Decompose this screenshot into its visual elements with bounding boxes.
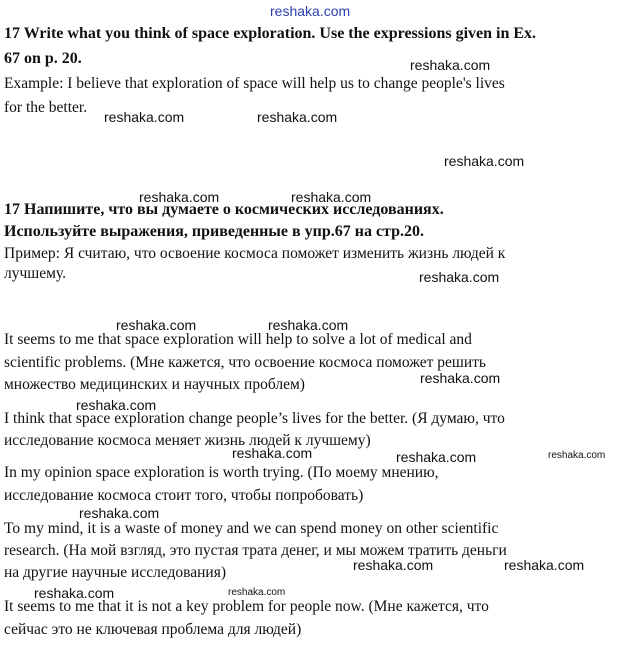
watermark: reshaka.com (228, 587, 286, 598)
russian-title-line: 17 Напишите, что вы думаете о космических исследованиях. (4, 201, 444, 218)
answer-line: I think that space exploration change people’s lives for the better. (Я думаю, что (4, 410, 505, 427)
russian-title-line: Используйте выражения, приведенные в упр.67 на стр.20. (4, 223, 425, 240)
watermark: reshaka.com (444, 153, 525, 169)
answer-line: research. (На мой взгляд, это пустая трата денег, и мы можем тратить деньги (4, 542, 507, 559)
watermark: reshaka.com (291, 189, 372, 205)
watermark: reshaka.com (232, 445, 313, 461)
watermark: reshaka.com (257, 109, 338, 125)
watermark: reshaka.com (548, 450, 606, 461)
english-title-line: 67 on p. 20. (4, 50, 82, 67)
answer-line: It seems to me that it is not a key problem for people now. (Мне кажется, что (4, 598, 489, 615)
watermark: reshaka.com (104, 109, 185, 125)
watermark: reshaka.com (139, 189, 220, 205)
answer-line: It seems to me that space exploration will help to solve a lot of medical and (4, 331, 472, 348)
watermark: reshaka.com (268, 317, 349, 333)
answer-line: In my opinion space exploration is worth trying. (По моему мнению, (4, 464, 439, 481)
watermark: reshaka.com (504, 557, 585, 573)
watermark: reshaka.com (270, 3, 351, 19)
russian-example-line: Пример: Я считаю, что освоение космоса поможет изменить жизнь людей к (4, 245, 506, 262)
answer-line: scientific problems. (Мне кажется, что освоение космоса поможет решить (4, 354, 486, 371)
english-title-line: 17 Write what you think of space exploration. Use the expressions given in Ex. (4, 25, 537, 42)
english-example-line: for the better. (4, 99, 88, 116)
answer-line: исследование космоса меняет жизнь людей к лучшему) (4, 432, 371, 449)
answer-line: To my mind, it is a waste of money and we can spend money on other scientific (4, 520, 499, 537)
watermark: reshaka.com (410, 57, 491, 73)
answer-line: множество медицинских и научных проблем) (4, 376, 305, 393)
watermark: reshaka.com (420, 370, 501, 386)
answer-line: сейчас это не ключевая проблема для людей) (4, 621, 302, 638)
russian-example-line: лучшему. (4, 265, 66, 282)
watermark: reshaka.com (419, 269, 500, 285)
answer-line: исследование космоса стоит того, чтобы попробовать) (4, 487, 364, 504)
watermark: reshaka.com (396, 449, 477, 465)
watermark: reshaka.com (34, 585, 115, 601)
watermark: reshaka.com (76, 397, 157, 413)
watermark: reshaka.com (116, 317, 197, 333)
english-example-line: Example: I believe that exploration of space will help us to change people's lives (4, 75, 505, 92)
watermark: reshaka.com (353, 557, 434, 573)
answer-line: на другие научные исследования) (4, 564, 227, 581)
watermark: reshaka.com (79, 505, 160, 521)
